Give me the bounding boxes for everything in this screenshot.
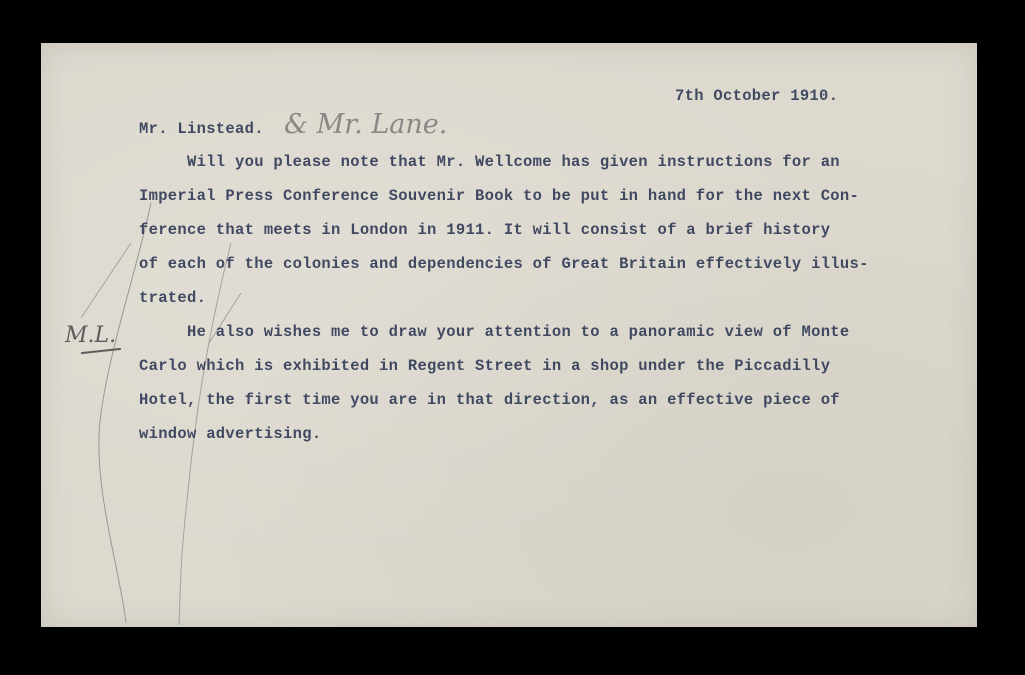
letter-addressee: Mr. Linstead.	[139, 120, 264, 138]
letter-card	[41, 43, 977, 627]
paragraph2-line: Carlo which is exhibited in Regent Street in a shop under the Piccadilly	[139, 357, 831, 375]
paragraph2-line: window advertising.	[139, 425, 322, 443]
paragraph1-line: trated.	[139, 289, 207, 307]
paragraph1-line: of each of the colonies and dependencies of Great Britain effectively illus-	[139, 255, 869, 273]
paragraph1-line: ference that meets in London in 1911. It will consist of a brief history	[139, 221, 831, 239]
paragraph2-line: He also wishes me to draw your attention to a panoramic view of Monte	[187, 323, 850, 341]
handwritten-addition: & Mr. Lane.	[284, 109, 448, 140]
paragraph1-line: Will you please note that Mr. Wellcome has given instructions for an	[187, 153, 840, 171]
letter-date: 7th October 1910.	[675, 87, 839, 105]
handwritten-initials: M.L.	[65, 323, 117, 348]
paragraph1-line: Imperial Press Conference Souvenir Book to be put in hand for the next Con-	[139, 187, 860, 205]
paragraph2-line: Hotel, the first time you are in that direction, as an effective piece of	[139, 391, 840, 409]
